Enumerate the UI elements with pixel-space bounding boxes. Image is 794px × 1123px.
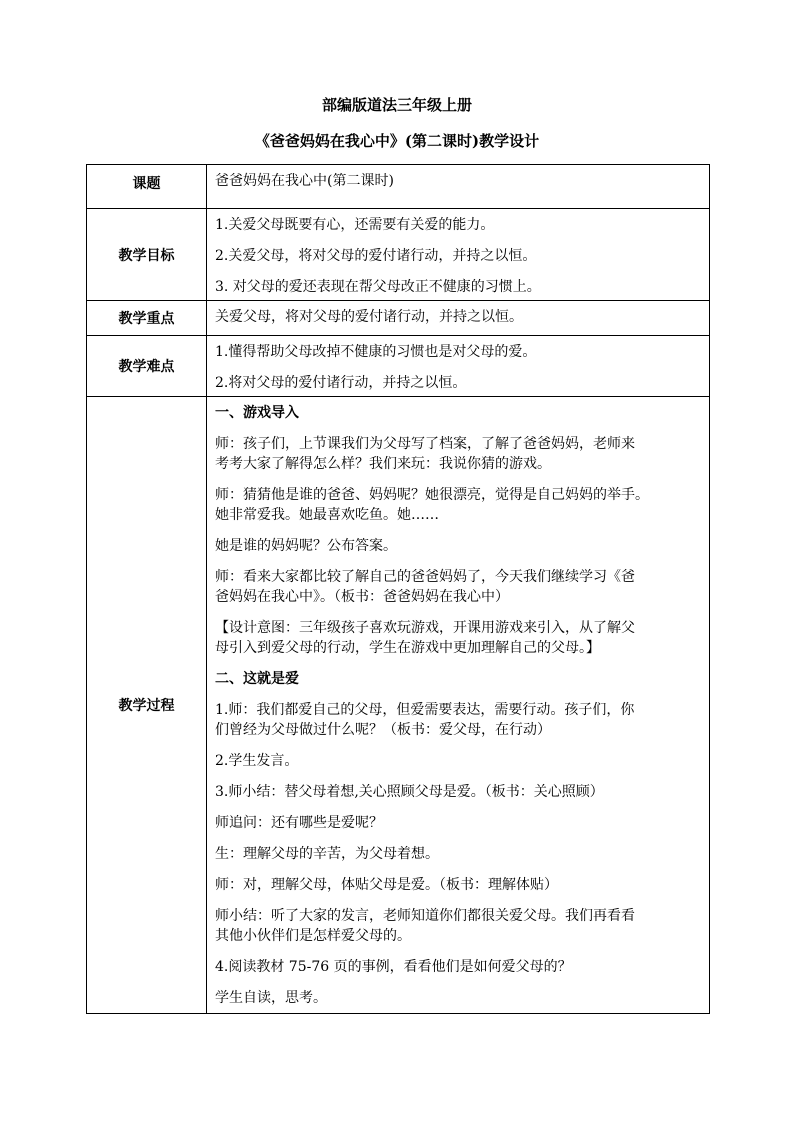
- paragraph-line: 们曾经为父母做过什么呢？（板书：爱父母，在行动）: [215, 722, 551, 738]
- paragraph-line: 师小结：听了大家的发言，老师知道你们都很关爱父母。我们再看看: [215, 908, 635, 924]
- paragraph-line: 师追问：还有哪些是爱呢？: [215, 815, 383, 831]
- paragraph-line: 师：孩子们，上节课我们为父母写了档案，了解了爸爸妈妈，老师来: [215, 436, 635, 452]
- label-process: 教学过程: [87, 397, 207, 1014]
- content-difficulty: [207, 336, 710, 397]
- difficulty-item: 2.将对父母的爱付诸行动，并持之以恒。: [215, 375, 467, 391]
- section-heading: 一、游戏导入: [215, 405, 299, 421]
- paragraph-line: 2.学生发言。: [215, 753, 299, 769]
- document-subtitle: 《爸爸妈妈在我心中》(第二课时)教学设计: [254, 132, 540, 150]
- row-key: [87, 301, 710, 336]
- paragraph-line: 爸妈妈在我心中》。（板书：爸爸妈妈在我心中）: [215, 589, 509, 605]
- row-difficulty: [87, 336, 710, 397]
- paragraph-line: 其他小伙伴们是怎样爱父母的。: [215, 928, 411, 944]
- label-goals: 教学目标: [87, 209, 207, 301]
- goal-item: 3. 对父母的爱还表现在帮父母改正不健康的习惯上。: [215, 279, 541, 295]
- paragraph-line: 考考大家了解得怎么样？我们来玩：我说你猜的游戏。: [215, 456, 551, 472]
- design-intent-line: 【设计意图：三年级孩子喜欢玩游戏，开课用游戏来引入，从了解父: [215, 620, 635, 636]
- key-value: 关爱父母，将对父母的爱付诸行动，并持之以恒。: [215, 309, 523, 325]
- difficulty-item: 1.懂得帮助父母改掉不健康的习惯也是对父母的爱。: [215, 344, 537, 360]
- row-process: [87, 397, 710, 1014]
- paragraph-line: 学生自读，思考。: [215, 990, 327, 1006]
- goal-item: 1.关爱父母既要有心，还需要有关爱的能力。: [215, 217, 495, 233]
- document-title: 部编版道法三年级上册: [321, 96, 472, 114]
- paragraph-line: 4.阅读教材 75-76 页的事例，看看他们是如何爱父母的？: [215, 959, 572, 975]
- paragraph-line: 师：看来大家都比较了解自己的爸爸妈妈了，今天我们继续学习《爸: [215, 569, 635, 585]
- label-key: 教学重点: [87, 301, 207, 336]
- paragraph-line: 她是谁的妈妈呢？公布答案。: [215, 538, 397, 554]
- paragraph-line: 生：理解父母的辛苦，为父母着想。: [215, 846, 439, 862]
- content-goals: [207, 209, 710, 301]
- row-topic: [87, 165, 710, 209]
- label-difficulty: 教学难点: [87, 336, 207, 397]
- topic-value: 爸爸妈妈在我心中(第二课时): [215, 173, 394, 189]
- row-goals: [87, 209, 710, 301]
- section-heading: 二、这就是爱: [215, 671, 299, 687]
- content-key: [207, 301, 710, 336]
- content-process: [207, 397, 710, 1014]
- paragraph-line: 师：猜猜他是谁的爸爸、妈妈呢？她很漂亮，觉得是自己妈妈的举手。: [215, 487, 649, 503]
- label-topic: 课题: [87, 165, 207, 209]
- goal-item: 2.关爱父母，将对父母的爱付诸行动，并持之以恒。: [215, 248, 537, 264]
- lesson-plan-table: [86, 164, 710, 1014]
- paragraph-line: 3.师小结：替父母着想,关心照顾父母是爱。（板书：关心照顾）: [215, 784, 604, 800]
- paragraph-line: 1.师：我们都爱自己的父母，但爱需要表达，需要行动。孩子们，你: [215, 702, 635, 718]
- content-topic: [207, 165, 710, 209]
- paragraph-line: 她非常爱我。她最喜欢吃鱼。她……: [215, 507, 439, 523]
- paragraph-line: 师：对，理解父母，体贴父母是爱。（板书：理解体贴）: [215, 877, 558, 893]
- design-intent-line: 母引入到爱父母的行动，学生在游戏中更加理解自己的父母。】: [215, 640, 600, 656]
